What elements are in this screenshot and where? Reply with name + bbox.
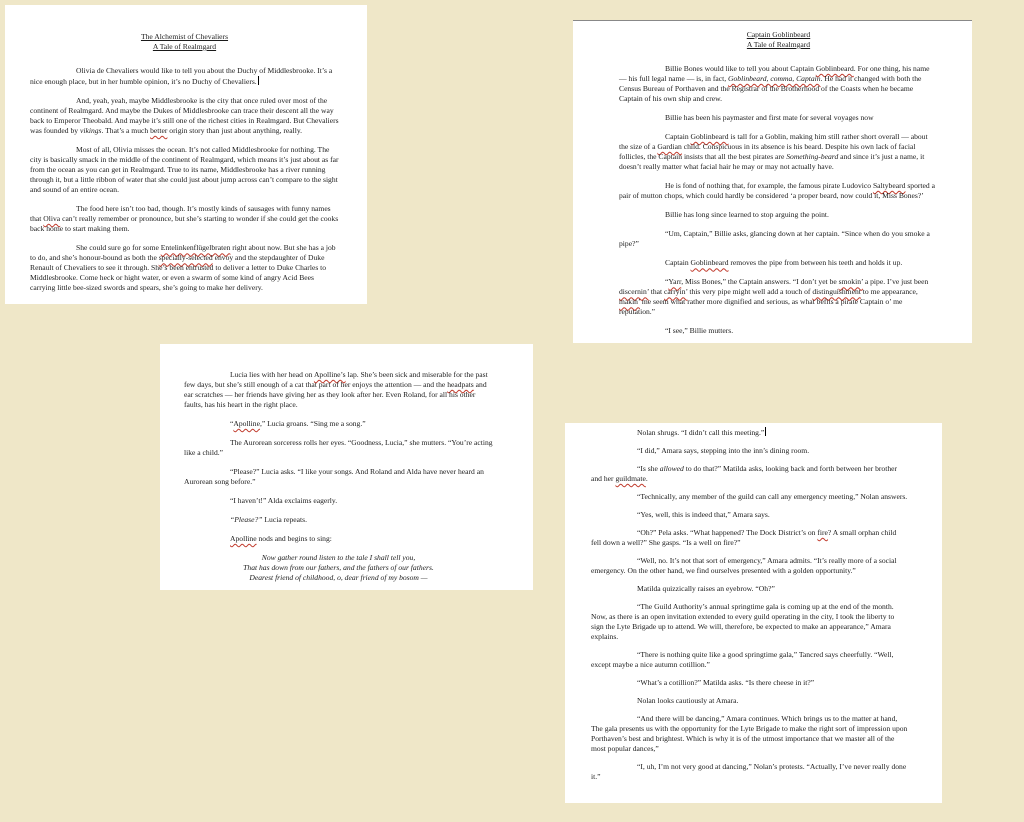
paragraph-text: envoy and the stepdaughter of Duke Renault of Chevaliers to see it through. She’s been entrusted to deliver a letter to Duke Charles to Middlesbrooke. Come heck or hight water, or even a swarm of some kind of angry Acid Bees carrying little bee-sized swords and spears, she’s going to make her delivery.	[30, 253, 327, 293]
paragraph-text: ? A small orphan child fell down a well?” She gasps. “Is a well on fire?”	[591, 528, 897, 548]
paragraph-text: .	[645, 474, 648, 484]
paragraph-text: . He had it changed with both the Census Bureau of Porthaven and the Registrar of the Brotherhood of the Coasts when he became Captain of his own ship and crew.	[619, 74, 922, 104]
paragraph	[591, 528, 908, 548]
document-page-alchemist[interactable]	[5, 5, 367, 304]
paragraph-text: child. Conspicuous in its absence is his beard. Despite his own lack of facial follicles, the Captain insists that all the best pirates are	[619, 142, 916, 162]
spellcheck-word[interactable]: Apolline’s	[313, 370, 346, 379]
spellcheck-word[interactable]: carryin’	[664, 287, 688, 297]
paragraph: Billie has long since learned to stop arguing the point.	[665, 210, 829, 220]
paragraph-text: ,” Lucia groans. “Sing me a song.”	[259, 419, 366, 429]
verse-line: Now gather round listen to the tale I shall tell you,	[261, 553, 416, 563]
paragraph-text: me seem what rather more dignified and serious, as what befits a pirate Captain o’ me reputation.”	[619, 297, 903, 317]
document-page-lucia[interactable]	[160, 344, 533, 590]
paragraph-text: Billie Bones would like to tell you about Captain	[665, 64, 816, 74]
spellcheck-word[interactable]: headpats	[447, 380, 474, 390]
paragraph	[30, 204, 339, 234]
emphasis-text: Something-beard	[786, 152, 839, 162]
spellcheck-word[interactable]: Yarr	[668, 277, 682, 287]
emphasis-text: vikings	[79, 126, 102, 136]
paragraph-text: sported a pair of mutton chops, which could hardly be considered ‘a proper beard, now could it, Miss Bones?’	[619, 181, 935, 201]
paragraph-text: and ear scratches — her friends have giving her as they look after her. Even Roland, for all his other faults, has his heart in the right place.	[184, 380, 487, 410]
verse-line: Dearest friend of childhood, o, dear friend of my bosom —	[249, 573, 428, 583]
spellcheck-word[interactable]: makin’	[619, 297, 640, 307]
paragraph: The Aurorean sorceress rolls her eyes. “Goodness, Lucia,” she mutters. “You’re acting like a child.”	[184, 438, 493, 458]
paragraph-text: to me appearance,	[860, 287, 918, 297]
paragraph	[619, 258, 938, 268]
paragraph	[619, 132, 938, 172]
paragraph: “The Guild Authority’s annual springtime gala is coming up at the end of the month. Now, as there is an open invitation extended to every guild operating in the city, I took the liberty to sign the Lyte Brigade up to attend. We will, therefore, be expected to make an appearance,” Amara explains.	[591, 602, 895, 642]
paragraph	[619, 64, 938, 104]
paragraph-text: a pipe. I’ve just been	[862, 277, 929, 287]
paragraph-text: Lucia lies with her head on	[230, 370, 314, 379]
paragraph: “And there will be dancing,” Amara continues. Which brings us to the matter at hand, The gala presents us with the opportunity for the Lyte Brigade to make the right sort of impression upon Porthaven’s best and brightest. Which is why it is of the utmost importance that we master all of the most popular dances,”	[591, 714, 908, 754]
paragraph-text: this very pipe might well add a touch of	[687, 287, 813, 297]
paragraph	[619, 277, 938, 317]
document-page-goblinbeard[interactable]	[573, 20, 972, 343]
paragraph: “Technically, any member of the guild can call any emergency meeting,” Nolan answers.	[637, 492, 908, 502]
paragraph	[184, 534, 493, 544]
page-heading	[619, 30, 938, 50]
text-cursor	[258, 76, 259, 85]
paragraph: “What’s a cotillion?” Matilda asks. “Is there cheese in it?”	[637, 678, 815, 688]
spellcheck-word[interactable]: Oliva	[43, 214, 61, 224]
spellcheck-word[interactable]: guildmate	[615, 474, 646, 484]
paragraph-text: origin story than just about anything, really.	[167, 126, 303, 136]
spellcheck-word[interactable]: Gardian	[657, 142, 682, 152]
paragraph-text: . That’s a much	[101, 126, 151, 136]
paragraph-text: Lucia repeats.	[262, 515, 307, 525]
paragraph-text: “	[665, 277, 669, 287]
paragraph-text: The food here isn’t too bad, though. It’s mostly kinds of sausages with funny names that	[30, 204, 331, 224]
paragraph: “Well, no. It’s not that sort of emergency,” Amara admits. “It’s really more of a social emergency. On the other hand, we find ourselves presented with a golden opportunity.”	[591, 556, 897, 576]
paragraph	[184, 515, 493, 525]
spellcheck-word[interactable]: Saltybeard	[872, 181, 906, 191]
paragraph-text: removes the pipe from between his teeth and holds it up.	[728, 258, 903, 268]
paragraph-text: to do that?” Matilda asks, looking back and forth between her brother and her	[591, 464, 898, 484]
spellcheck-word[interactable]: distinguishment	[812, 287, 861, 297]
paragraph: “I, uh, I’m not very good at dancing,” Nolan’s protests. “Actually, I’ve never really done it.”	[591, 762, 907, 782]
page-heading	[30, 32, 339, 52]
spellcheck-word[interactable]: Goblinbeard	[690, 258, 729, 268]
paragraph-text: that	[648, 287, 664, 297]
paragraph-text: She could sure go for some	[76, 243, 161, 253]
paragraph-text: can’t really remember or pronounce, but she’s starting to wonder if she could get the cooks back home to start making them.	[30, 214, 339, 234]
paragraph-text: Captain	[665, 132, 691, 142]
spellcheck-word[interactable]: Goblinbeard	[815, 64, 854, 74]
page-subtitle: A Tale of Realmgard	[152, 42, 217, 52]
paragraph-text: lap. She’s been sick and miserable for the past few days, but she’s still enough of a cat that part of her enjoys the attention — and the	[184, 370, 488, 390]
paragraph-text: nods and begins to sing:	[256, 534, 332, 544]
page-title: The Alchemist of Chevaliers	[140, 32, 229, 41]
paragraph	[591, 427, 908, 438]
paragraph-text: “Oh?” Pela asks. “What happened? The Dock District’s on	[637, 528, 818, 538]
text-cursor	[765, 427, 766, 436]
paragraph: “I haven’t!” Alda exclaims eagerly.	[230, 496, 338, 506]
paragraph: “I see,” Billie mutters.	[665, 326, 734, 336]
spellcheck-word[interactable]: Entelinkenflügelbraten	[160, 243, 231, 253]
emphasis-text: allowed	[659, 464, 684, 474]
page-title: Captain Goblinbeard	[746, 30, 811, 39]
paragraph-text: Captain	[665, 258, 691, 268]
paragraph-text: Olivia de Chevaliers would like to tell you about the Duchy of Middlesbrooke. It’s a nice enough place, but in her humble opinion, it’s no Duchy of Chevaliers.	[30, 66, 333, 87]
paragraph: Billie has been his paymaster and first mate for several voyages now	[665, 113, 874, 123]
spellcheck-word[interactable]: better	[150, 126, 168, 136]
spellcheck-word[interactable]: Goblinbeard	[690, 132, 729, 142]
paragraph-text: , Miss Bones,” the Captain answers. “I don’t yet be	[681, 277, 839, 287]
spellcheck-word[interactable]: Apolline	[230, 534, 257, 544]
paragraph: Matilda quizzically raises an eyebrow. “Oh?”	[637, 584, 775, 594]
paragraph	[184, 370, 493, 410]
paragraph-text: . For one thing, his name — his full legal name — is, in fact,	[619, 64, 930, 84]
paragraph	[184, 419, 493, 429]
paragraph	[619, 181, 938, 201]
paragraph	[30, 96, 339, 136]
paragraph-text: right about now. But she has a job to do, and she’s honour-bound as both the	[30, 243, 336, 263]
paragraph-text: “	[230, 419, 234, 429]
paragraph-text: “Is she	[637, 464, 660, 474]
spellcheck-word[interactable]: Apolline	[233, 419, 260, 429]
paragraph	[30, 243, 339, 293]
spellcheck-word[interactable]: smokin’	[838, 277, 863, 287]
paragraph: “Please?” Lucia asks. “I like your songs. And Roland and Alda have never heard an Aurorean song before.”	[184, 467, 484, 487]
song-verse	[184, 553, 493, 583]
paragraph-text: is tall for a Goblin, making him still rather short overall — about the size of a	[619, 132, 928, 152]
spellcheck-word[interactable]: discernin’	[619, 287, 649, 297]
paragraph: “Um, Captain,” Billie asks, glancing down at her captain. “Since when do you smoke a pipe?”	[619, 229, 930, 249]
spellcheck-word[interactable]: Goblinbeard, comma, Captain	[728, 74, 821, 84]
paragraph: Most of all, Olivia misses the ocean. It’s not called Middlesbrooke for nothing. The city is basically smack in the middle of the continent of Realmgard, which means it’s just about as far from the ocean as you can get in Realmgard. True to its name, Middlesbrooke has a river running through it, but a little ribbon of water that she could just about jump across can’t compare to the sight and sound of an entire ocean.	[30, 145, 339, 195]
verse-line: That has down from our fathers, and the fathers of our fathers.	[243, 563, 434, 573]
emphasis-text: “Please?”	[230, 515, 263, 525]
paragraph	[591, 464, 908, 484]
paragraph-text: and since it’s just a name, it doesn’t really matter what facial hair he may or may not actually have.	[619, 152, 925, 172]
paragraph: “I did,” Amara says, stepping into the inn’s dining room.	[637, 446, 810, 456]
document-page-nolan[interactable]	[565, 423, 942, 803]
paragraph	[30, 66, 339, 87]
paragraph-text: And, yeah, yeah, maybe Middlesbrooke is the city that once ruled over most of the continent of Realmgard. And maybe the Dukes of Middlesbrooke can trace their descent all the way back to Emperor Theobald. And maybe it’s still one of the richest cities in Realmgard. But Chevaliers was founded by	[30, 96, 339, 136]
spellcheck-word[interactable]: fire	[817, 528, 828, 538]
spellcheck-word[interactable]: specially-selected	[158, 253, 213, 263]
page-subtitle: A Tale of Realmgard	[746, 40, 811, 50]
paragraph: Nolan looks cautiously at Amara.	[637, 696, 739, 706]
paragraph: “Yes, well, this is indeed that,” Amara says.	[637, 510, 770, 520]
paragraph-text: He is fond of nothing that, for example, the famous pirate Ludovico	[665, 181, 873, 191]
paragraph-text: Nolan shrugs. “I didn’t call this meeting.”	[637, 428, 765, 437]
paragraph: “There is nothing quite like a good springtime gala,” Tancred says cheerfully. “Well, except maybe a nice autumn cotillion.”	[591, 650, 894, 670]
